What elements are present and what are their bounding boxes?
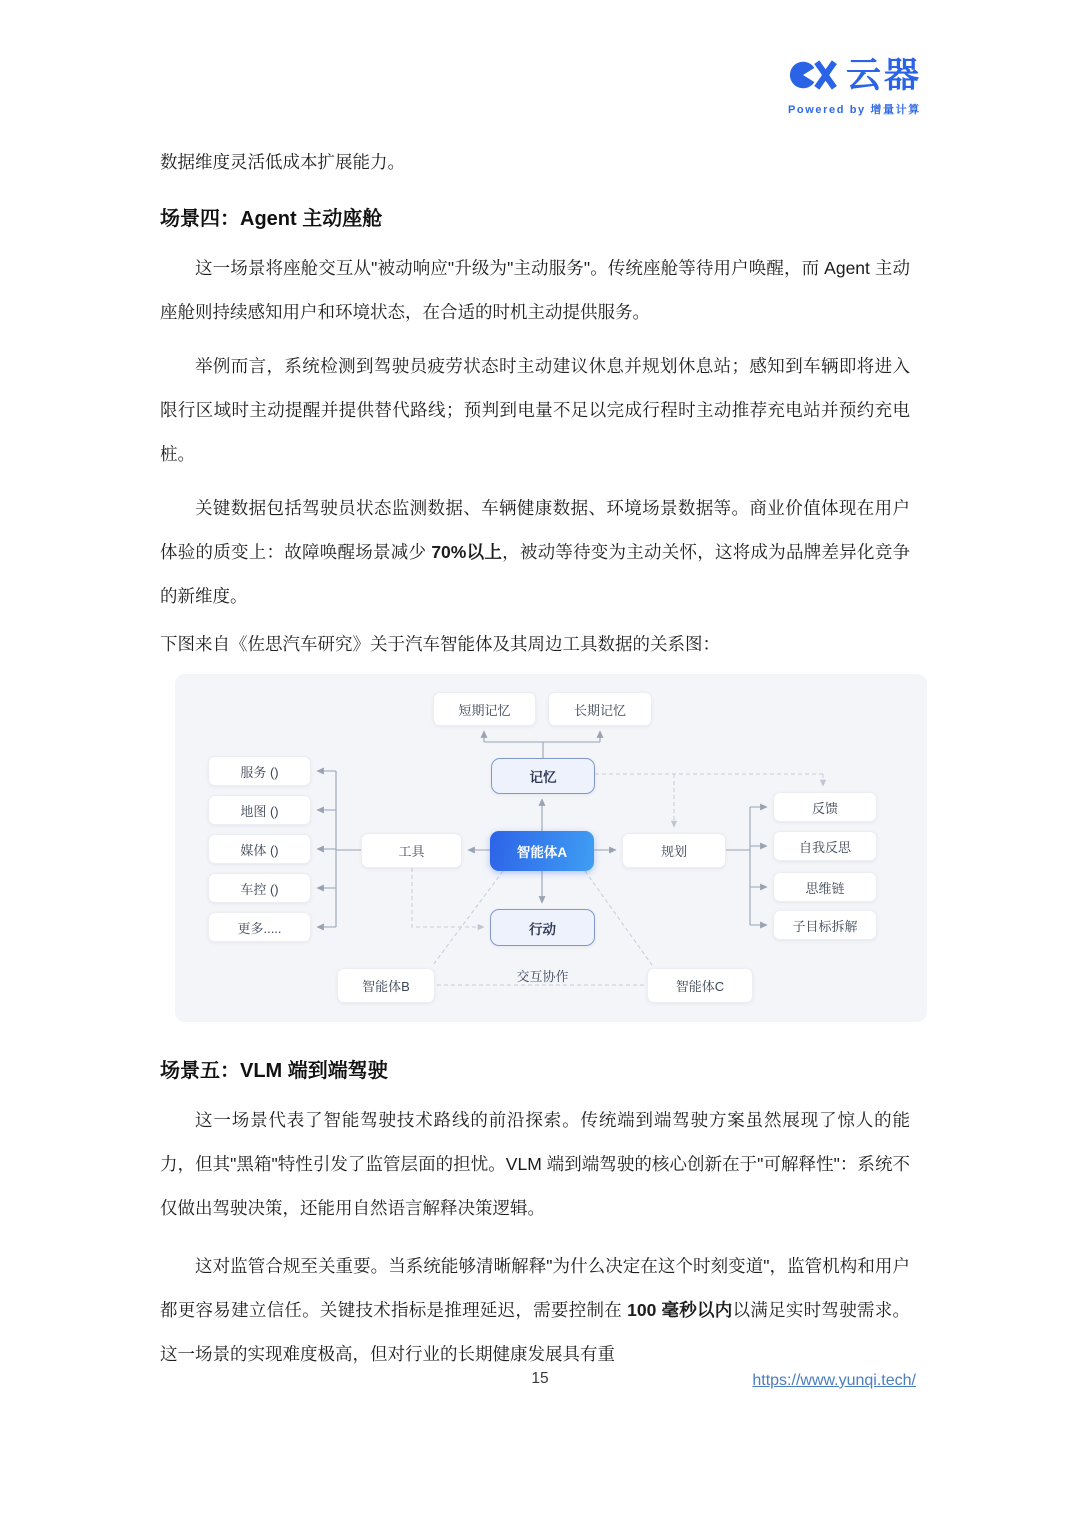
section5-paragraph-2 bbox=[160, 1244, 910, 1376]
brand-tagline: Powered by 增量计算 bbox=[788, 104, 921, 116]
paragraph-text: 以满足实时驾驶需求。这一场景的实现难度极高，但对行业的长期健康发展具有重 bbox=[160, 1300, 911, 1364]
brand-logo-icon bbox=[788, 56, 838, 94]
section4-heading: 场景四：Agent 主动座舱 bbox=[160, 208, 383, 230]
node-map: 地图 () bbox=[208, 795, 311, 825]
paragraph-text: 这对监管合规至关重要。当系统能够清晰解释"为什么决定在这个时刻变道"，监管机构和用户都更容易建立信任。关键技术指标是推理延迟，需要控制在 bbox=[160, 1256, 910, 1320]
node-short-term-memory: 短期记忆 bbox=[433, 692, 536, 726]
node-memory: 记忆 bbox=[491, 758, 595, 794]
node-agent-a: 智能体A bbox=[490, 831, 594, 871]
agent-relationship-diagram bbox=[175, 674, 927, 1022]
node-self-reflection: 自我反思 bbox=[773, 831, 877, 861]
node-vehicle-control: 车控 () bbox=[208, 873, 311, 903]
brand-name: 云器 bbox=[846, 55, 923, 95]
node-subgoal-decomposition: 子目标拆解 bbox=[773, 910, 877, 940]
node-tools: 工具 bbox=[361, 833, 462, 868]
node-service: 服务 () bbox=[208, 756, 311, 786]
paragraph-text: ，被动等待变为主动关怀，这将成为品牌差异化竞争的新维度。 bbox=[160, 542, 910, 606]
paragraph-continuation: 数据维度灵活低成本扩展能力。 bbox=[160, 152, 405, 172]
node-long-term-memory: 长期记忆 bbox=[548, 692, 652, 726]
node-agent-b: 智能体B bbox=[337, 968, 435, 1003]
section4-paragraph-1: 这一场景将座舱交互从"被动响应"升级为"主动服务"。传统座舱等待用户唤醒，而 Agent 主动座舱则持续感知用户和环境状态，在合适的时机主动提供服务。 bbox=[160, 258, 910, 322]
page-content bbox=[160, 146, 910, 1376]
page-number: 15 bbox=[531, 1370, 549, 1387]
node-agent-c: 智能体C bbox=[647, 968, 753, 1003]
node-media: 媒体 () bbox=[208, 834, 311, 864]
brand-logo bbox=[788, 56, 966, 117]
collaboration-edge-label: 交互协作 bbox=[516, 969, 569, 984]
section4-paragraph-2: 举例而言，系统检测到驾驶员疲劳状态时主动建议休息并规划休息站；感知到车辆即将进入限行区域时主动提醒并提供替代路线；预判到电量不足以完成行程时主动推荐充电站并预约充电桩。 bbox=[160, 356, 910, 464]
node-planning: 规划 bbox=[622, 833, 726, 868]
bold-text: 70%以上 bbox=[431, 542, 503, 562]
node-action: 行动 bbox=[490, 909, 595, 946]
section5-paragraph-1: 这一场景代表了智能驾驶技术路线的前沿探索。传统端到端驾驶方案虽然展现了惊人的能力，但其"黑箱"特性引发了监管层面的担忧。VLM 端到端驾驶的核心创新在于"可解释性"：系统不仅做出驾驶决策，还能用自然语言解释决策逻辑。 bbox=[160, 1110, 910, 1218]
website-link[interactable]: https://www.yunqi.tech/ bbox=[752, 1372, 916, 1389]
section5-heading: 场景五：VLM 端到端驾驶 bbox=[160, 1060, 388, 1082]
node-more: 更多..... bbox=[208, 912, 311, 942]
node-feedback: 反馈 bbox=[773, 792, 877, 822]
bold-text: 100 毫秒以内 bbox=[627, 1300, 733, 1320]
node-chain-of-thought: 思维链 bbox=[773, 872, 877, 902]
figure-intro-line: 下图来自《佐思汽车研究》关于汽车智能体及其周边工具数据的关系图： bbox=[160, 634, 720, 654]
paragraph-text: 关键数据包括驾驶员状态监测数据、车辆健康数据、环境场景数据等。商业价值体现在用户体验的质变上：故障唤醒场景减少 bbox=[160, 498, 910, 562]
section4-paragraph-3 bbox=[160, 486, 910, 618]
